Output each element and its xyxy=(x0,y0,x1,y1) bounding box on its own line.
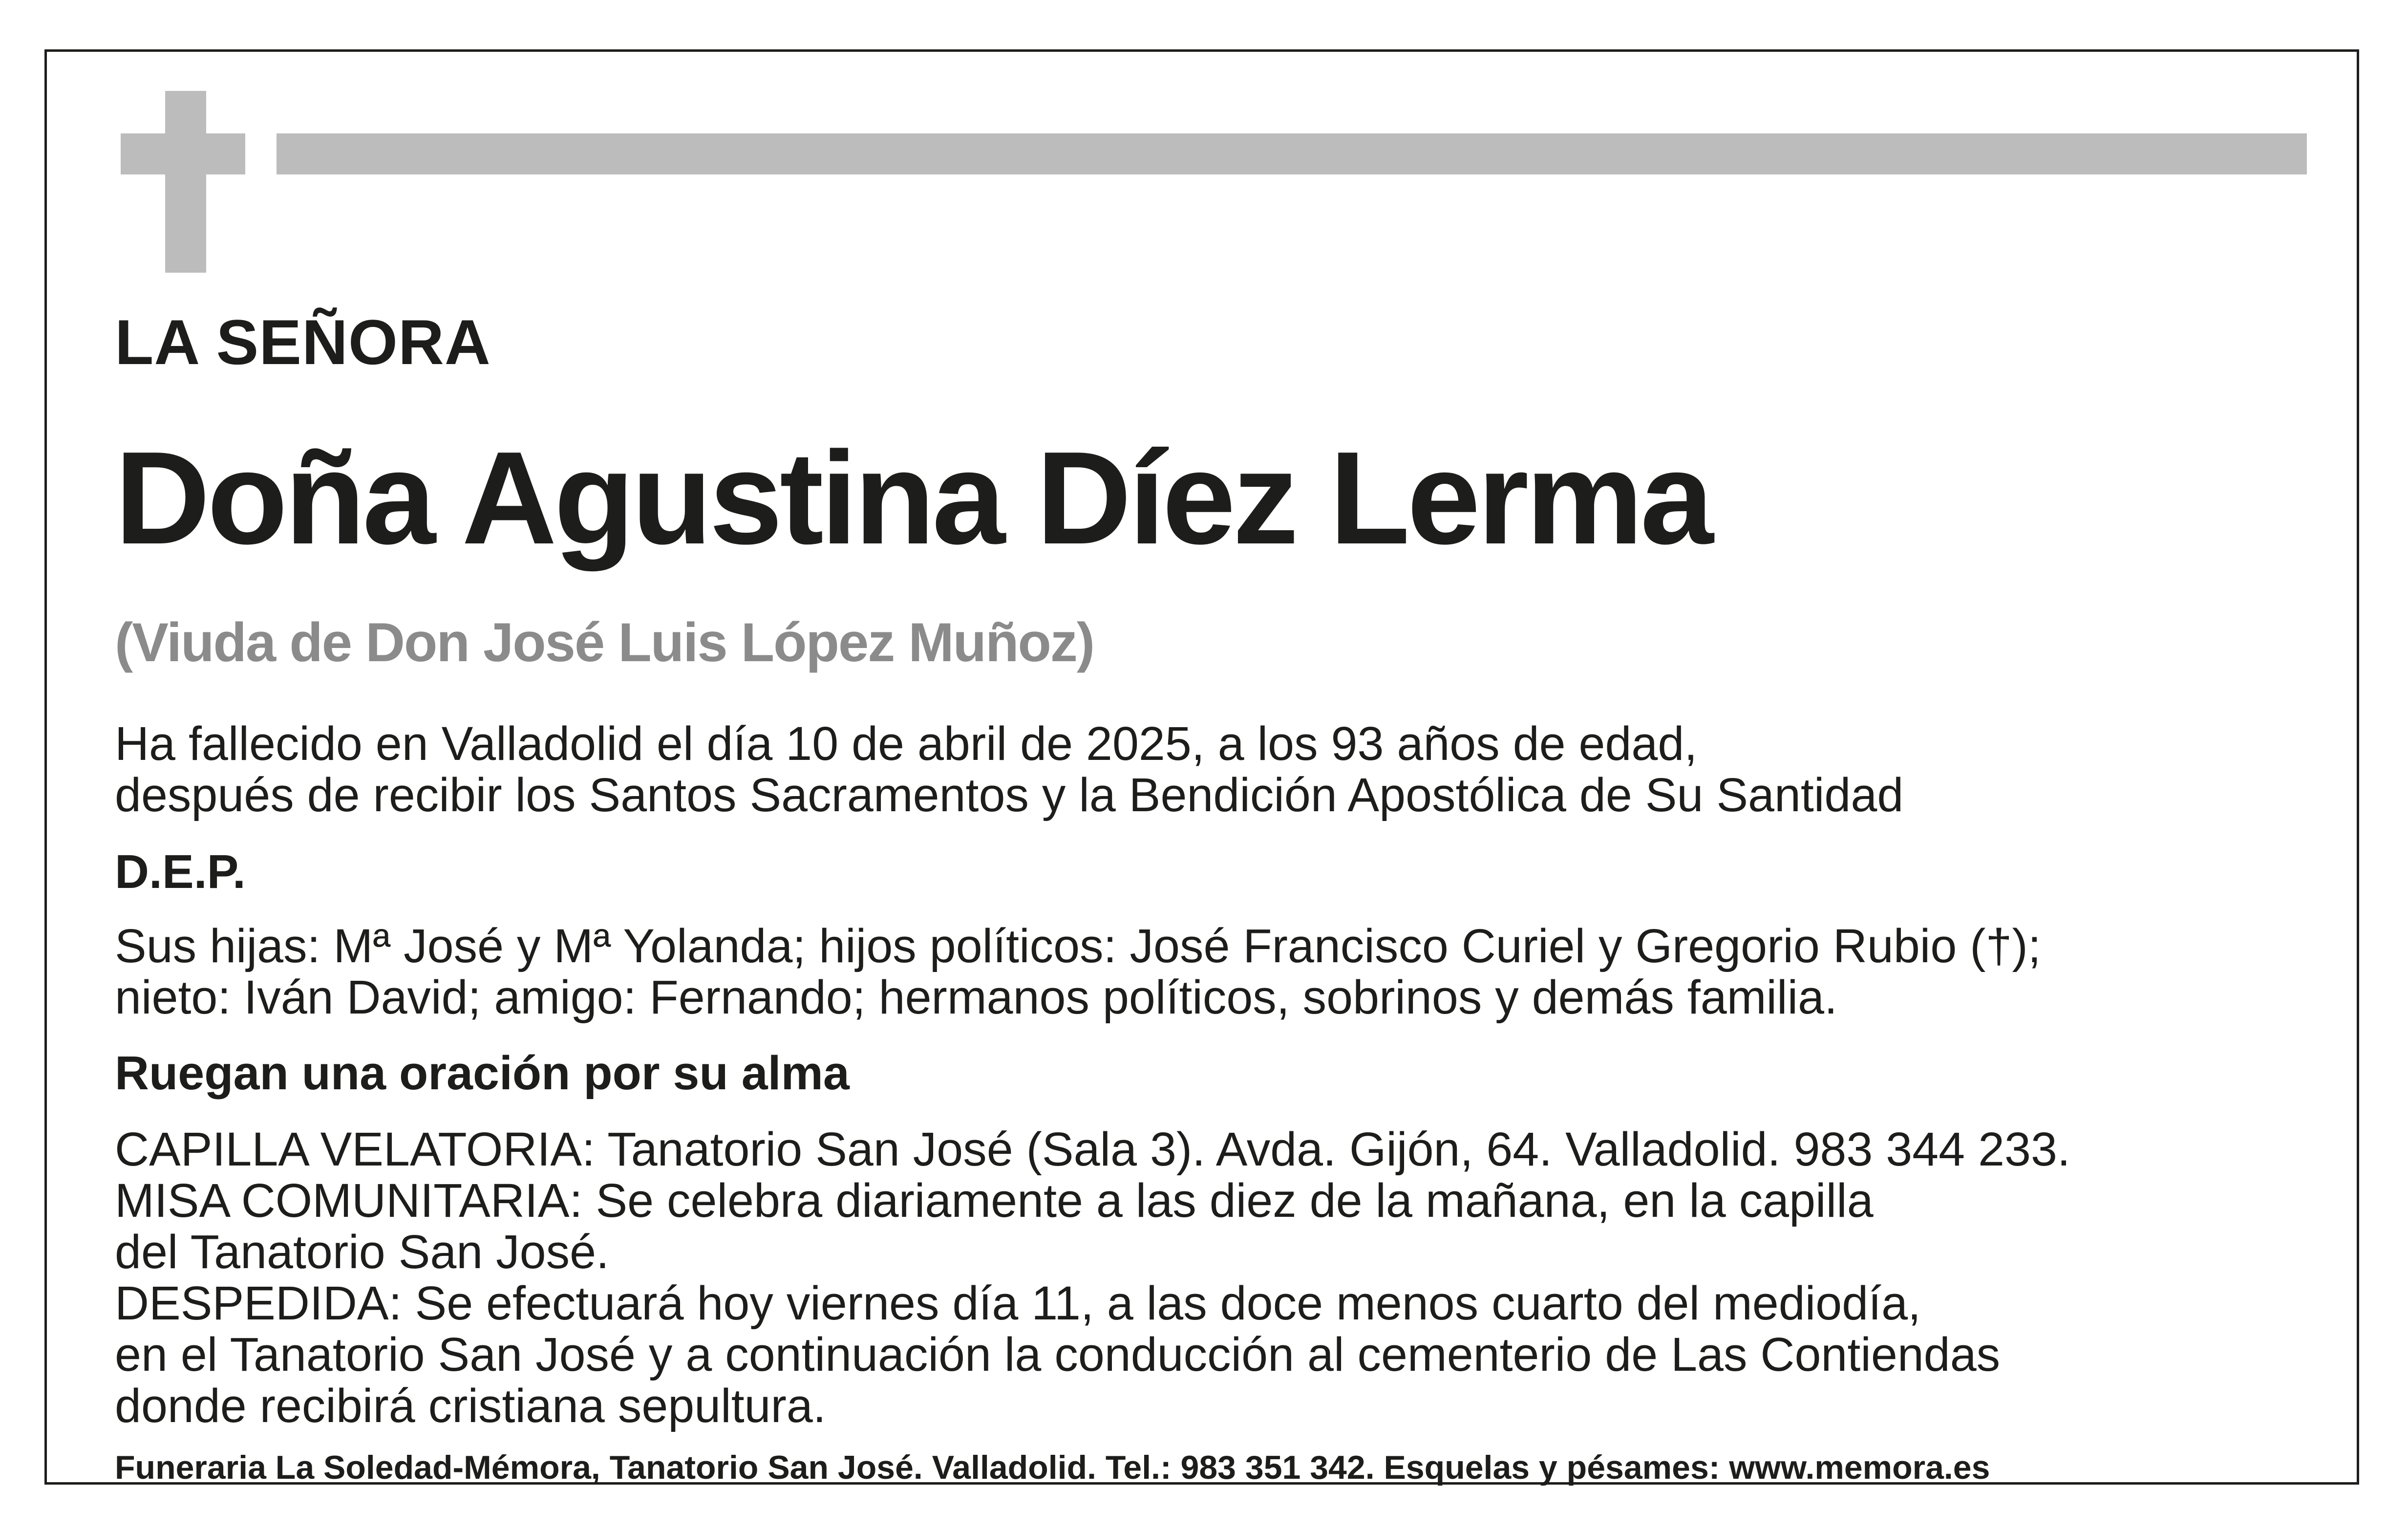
dep-heading: D.E.P. xyxy=(115,845,246,898)
salutation: LA SEÑORA xyxy=(115,306,491,378)
header-rule xyxy=(277,133,2307,174)
funeral-home-footer: Funeraria La Soledad-Mémora, Tanatorio San José. Valladolid. Tel.: 983 351 342. Esquelas y pésames: www.memora.es xyxy=(115,1449,1990,1486)
service-line: en el Tanatorio San José y a continuación la conducción al cementerio de Las Contiendas xyxy=(115,1328,2001,1381)
death-line: después de recibir los Santos Sacramentos y la Bendición Apostólica de Su Santidad xyxy=(115,768,1904,821)
family-line: nieto: Iván David; amigo: Fernando; hermanos políticos, sobrinos y demás familia. xyxy=(115,971,1838,1024)
family-line: Sus hijas: Mª José y Mª Yolanda; hijos políticos: José Francisco Curiel y Gregorio Rubio (†); xyxy=(115,919,2041,972)
service-line: del Tanatorio San José. xyxy=(115,1225,610,1278)
service-line: CAPILLA VELATORIA: Tanatorio San José (Sala 3). Avda. Gijón, 64. Valladolid. 983 344 233. xyxy=(115,1123,2070,1176)
cross-icon-vertical-bar xyxy=(165,91,206,273)
widow-of: (Viuda de Don José Luis López Muñoz) xyxy=(115,612,1094,673)
cross-icon-horizontal-bar xyxy=(121,133,245,174)
service-line: DESPEDIDA: Se efectuará hoy viernes día 11, a las doce menos cuarto del mediodía, xyxy=(115,1276,1921,1330)
deceased-name: Doña Agustina Díez Lerma xyxy=(115,425,1711,572)
prayer-request: Ruegan una oración por su alma xyxy=(115,1046,850,1100)
death-line: Ha fallecido en Valladolid el día 10 de abril de 2025, a los 93 años de edad, xyxy=(115,717,1698,770)
service-line: donde recibirá cristiana sepultura. xyxy=(115,1379,826,1432)
service-line: MISA COMUNITARIA: Se celebra diariamente a las diez de la mañana, en la capilla xyxy=(115,1174,1874,1227)
